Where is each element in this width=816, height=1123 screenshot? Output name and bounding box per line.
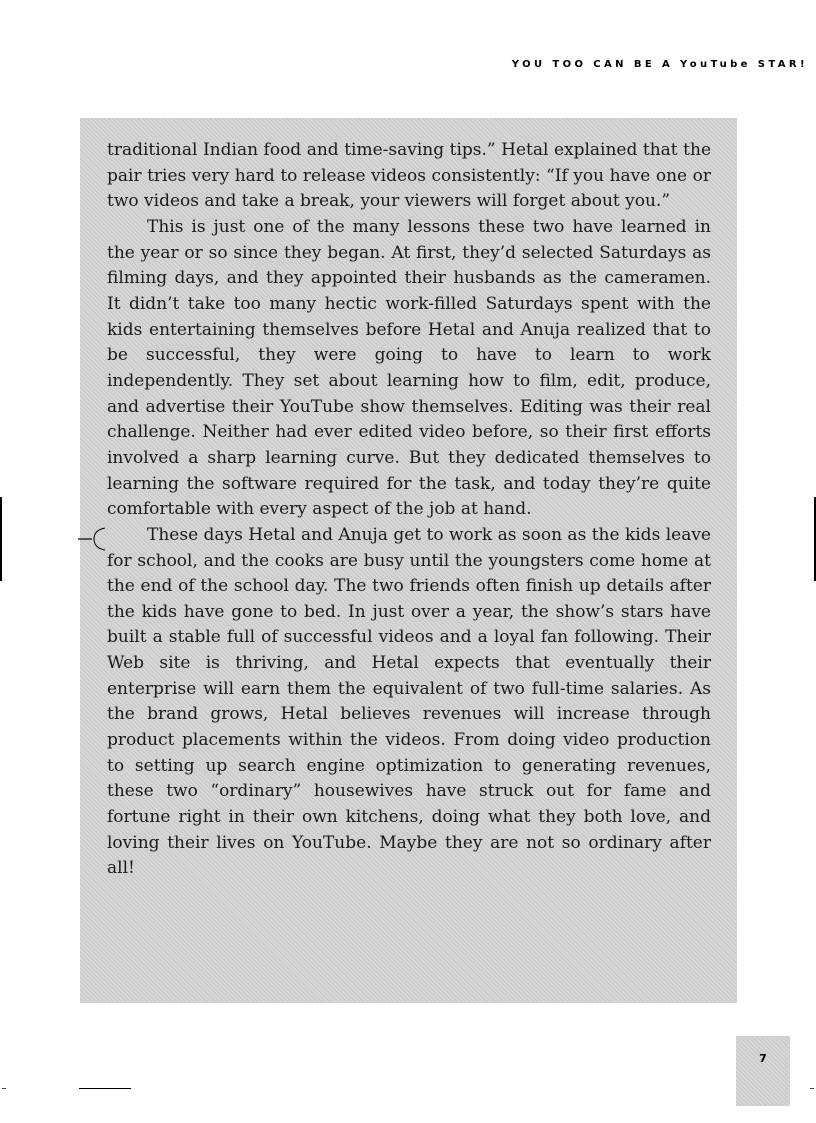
running-head: YOU TOO CAN BE A YouTube STAR!: [511, 59, 808, 70]
bottom-rule: [79, 1088, 131, 1089]
corner-mark-right: [810, 1088, 814, 1089]
paragraph-1: traditional Indian food and time-saving tips.” Hetal explained that the pair tries very hard to release videos consistently: “If you have one or two videos and take a break, your viewers will forget about you.”: [107, 140, 711, 212]
register-mark-icon: [78, 526, 108, 552]
paragraph-3: These days Hetal and Anuja get to work as soon as the kids leave for school, and the cooks are busy until the youngsters come home at the end of the school day. The two friends often finish up details after the kids have gone to bed. In just over a year, the show’s stars have built a stable full of successful videos and a loyal fan following. Their Web site is thriving, and Hetal expects that eventually their enterprise will earn them the equivalent of two full-time salaries. As the brand grows, Hetal believes revenues will increase through product placements within the videos. From doing video production to setting up search engine optimization to generating revenues, these two “ordinary” housewives have struck out for fame and fortune right in their own kitchens, doing what they both love, and loving their lives on YouTube. Maybe they are not so ordinary after all!: [107, 524, 711, 879]
crop-mark-left: [0, 497, 2, 581]
corner-mark-left: [2, 1088, 6, 1089]
page-number: 7: [759, 1052, 767, 1065]
paragraph-2: This is just one of the many lessons these two have learned in the year or so since they began. At first, they’d selected Saturdays as filming days, and they appointed their husbands as the cameramen. It didn’t take too many hectic work-filled Saturdays spent with the kids entertaining themselves before Hetal and Anuja realized that to be successful, they were going to have to learn to work independently. They set about learning how to film, edit, produce, and advertise their YouTube show themselves. Editing was their real challenge. Neither had ever edited video before, so their first efforts involved a sharp learning curve. But they dedicated themselves to learning the software required for the task, and today they’re quite comfortable with every aspect of the job at hand.: [107, 216, 711, 520]
sidebar-body-text: [107, 138, 711, 882]
page-number-box: [736, 1036, 790, 1106]
